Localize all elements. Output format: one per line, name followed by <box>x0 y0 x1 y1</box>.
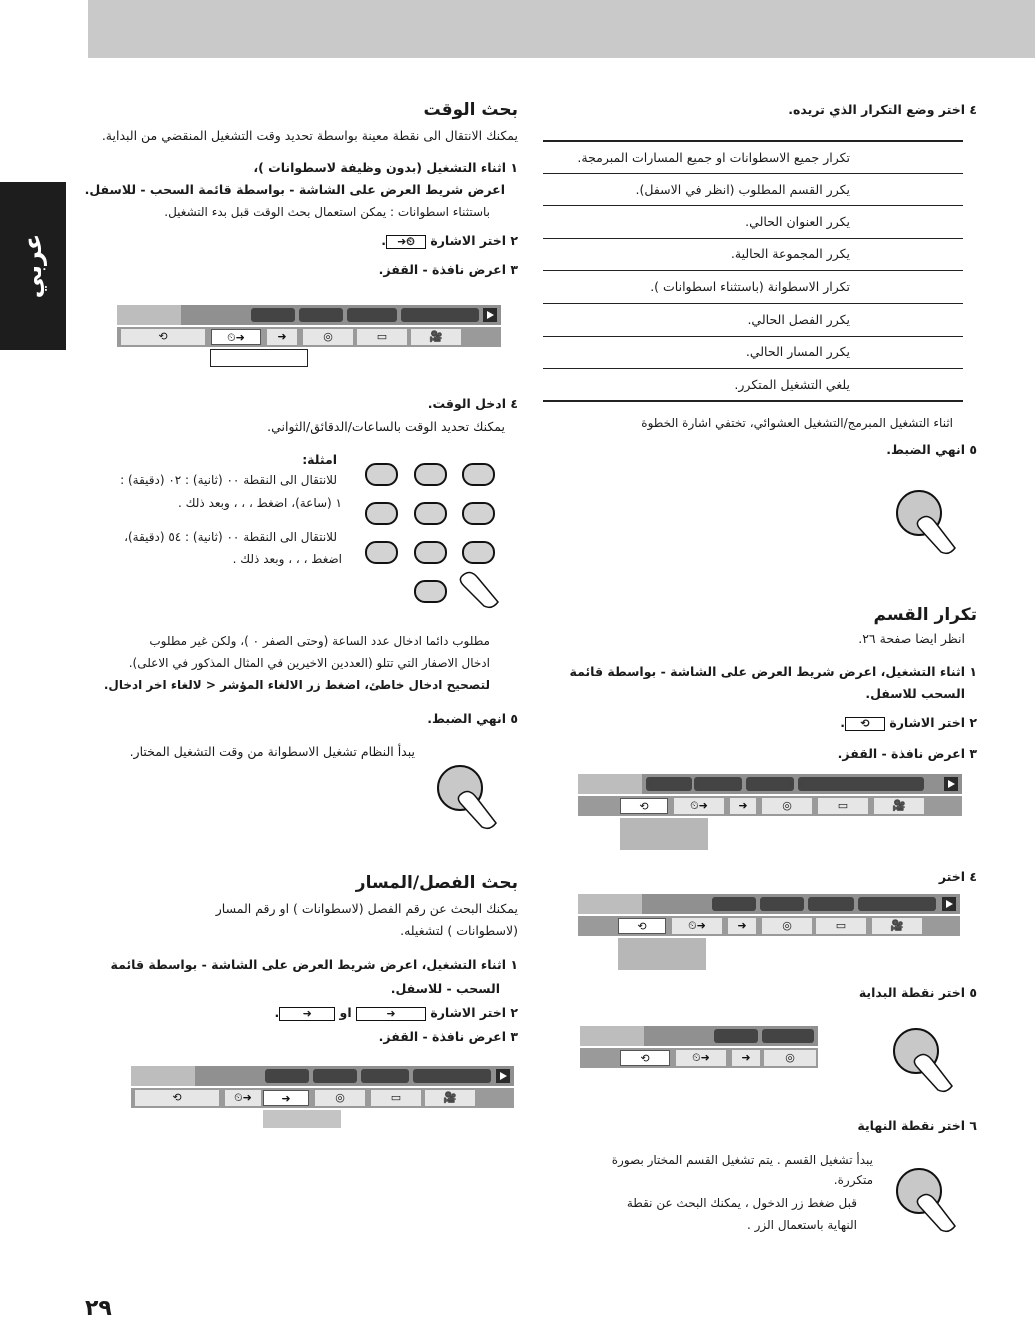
language-side-tab: عربي <box>0 182 66 350</box>
time-step-5: ٥ انهي الضبط. <box>427 711 518 726</box>
correction-note: لتصحيح ادخال خاطئ، اضغط زر الالغاء المؤشر < لالغاء اخر ادخال. <box>103 678 490 692</box>
time-step-2: ٢ اختر الاشارة ⏲➜. <box>381 233 518 248</box>
see-page-note: انظر ايضا صفحة ٢٦. <box>858 631 965 646</box>
chapter-icon: ➜ <box>732 1050 760 1066</box>
ab-step-2: ٢ اختر الاشارة ⟲. <box>840 715 977 730</box>
play-icon <box>942 897 956 911</box>
osd-bar-repeat-ab <box>578 894 960 970</box>
example-2b: اضغط ، ، ، وبعد ذلك . <box>232 552 342 566</box>
table-row: يكرر القسم المطلوب (انظر في الاسفل). <box>635 182 850 197</box>
repeat-icon: ⟲ <box>618 918 666 934</box>
keypad-button <box>462 541 495 564</box>
angle-icon: 🎥 <box>872 918 922 934</box>
ab-step-3: ٣ اعرض نافذة - القفز. <box>837 746 977 761</box>
hour-note-1: مطلوب دائما ادخال عدد الساعة (وحتى الصفر ٠ )، ولكن غير مطلوب <box>149 634 490 648</box>
ab-footnote-1b: متكررة. <box>833 1173 873 1187</box>
keypad-button <box>414 541 447 564</box>
repeat-dropdown <box>618 938 706 970</box>
repeat-step-4: ٤ اختر وضع التكرار الذي تريده. <box>788 102 977 117</box>
ab-footnote-2b: النهاية باستعمال الزر . <box>746 1218 857 1232</box>
table-row: يكرر المسار الحالي. <box>745 344 850 359</box>
repeat-icon: ⟲ <box>620 1050 670 1066</box>
section-title-time-search: بحث الوقت <box>423 100 518 120</box>
chapter-dropdown <box>263 1110 341 1128</box>
subtitle-icon: ▭ <box>357 329 407 345</box>
pointing-hand-icon <box>456 787 506 833</box>
play-icon <box>483 308 497 322</box>
table-row: يكرر المجموعة الحالية. <box>730 246 850 261</box>
osd-bar-chapter <box>131 1066 514 1128</box>
example-1: للانتقال الى النقطة ٠٠ (ثانية) : ٠٢ (دقيقة) : <box>120 473 337 487</box>
chapter-search-intro-2: (لاسطوانات ) لتشغيله. <box>400 923 518 938</box>
header-band <box>88 0 1035 58</box>
repeat-dropdown <box>620 818 708 850</box>
time-step-5-desc: يبدأ النظام تشغيل الاسطوانة من وقت التشغيل المختار. <box>129 744 415 759</box>
pointing-hand-icon <box>912 1050 962 1096</box>
time-entry-box <box>210 349 308 367</box>
repeat-step-5: ٥ انهي الضبط. <box>886 442 977 457</box>
keypad-button <box>365 502 398 525</box>
example-1b: ١ (ساعة)، اضغط ، ، ، وبعد ذلك . <box>178 496 342 510</box>
angle-icon: 🎥 <box>874 798 924 814</box>
audio-icon: ◎ <box>762 798 812 814</box>
ab-footnote-2: قبل ضغط زر الدخول ، يمكنك البحث عن نقطة <box>626 1196 857 1210</box>
play-icon <box>944 777 958 791</box>
table-row: يكرر العنوان الحالي. <box>745 214 850 229</box>
time-key-icon: ⏲➜ <box>386 235 426 249</box>
time-icon: ⏲➜ <box>225 1090 261 1106</box>
audio-icon: ◎ <box>303 329 353 345</box>
time-step-1-note: باستثناء اسطوانات : يمكن استعمال بحث الوقت قبل بدء التشغيل. <box>164 205 490 219</box>
track-key-icon: ➜ <box>279 1007 335 1021</box>
angle-icon: 🎥 <box>411 329 461 345</box>
chapter-search-intro: يمكنك البحث عن رقم الفصل (لاسطوانات ) او رقم المسار <box>215 901 518 916</box>
hour-note-2: ادخال الاصفار التي تتلو (العددين الاخيرين في المثال المذكور في الاعلى). <box>128 656 490 670</box>
table-row: تكرار جميع الاسطوانات او جميع المسارات المبرمجة. <box>577 150 850 165</box>
example-2: للانتقال الى النقطة ٠٠ (ثانية) : ٥٤ (دقيقة)، <box>124 530 337 544</box>
osd-bar-time <box>117 305 501 367</box>
keypad-button <box>414 463 447 486</box>
keypad-button <box>414 502 447 525</box>
chapter-icon: ➜ <box>263 1090 309 1106</box>
ab-step-5: ٥ اختر نقطة البداية <box>858 985 977 1000</box>
ab-step-1: ١ اثناء التشغيل، اعرض شريط العرض على الشاشة - بواسطة قائمة <box>569 664 977 679</box>
audio-icon: ◎ <box>764 1050 816 1066</box>
subtitle-icon: ▭ <box>371 1090 421 1106</box>
keypad-button <box>462 463 495 486</box>
repeat-key-icon: ⟲ <box>845 717 885 731</box>
page-number: ٢٩ <box>85 1296 112 1318</box>
time-icon: ⏲➜ <box>676 1050 726 1066</box>
chapter-icon: ➜ <box>728 918 756 934</box>
chapter-icon: ➜ <box>730 798 756 814</box>
repeat-icon: ⟲ <box>620 798 668 814</box>
time-icon: ⏲➜ <box>211 329 261 345</box>
chapter-step-1: ١ اثناء التشغيل، اعرض شريط العرض على الشاشة - بواسطة قائمة <box>110 957 518 972</box>
ab-step-6: ٦ اختر نقطة النهاية <box>857 1118 977 1133</box>
time-step-4-desc: يمكنك تحديد الوقت بالساعات/الدقائق/الثواني. <box>267 419 505 434</box>
subtitle-icon: ▭ <box>816 918 866 934</box>
time-step-1: ١ اثناء التشغيل (بدون وظيفة لاسطوانات )، <box>253 160 518 175</box>
keypad-button <box>414 580 447 603</box>
ab-step-1b: السحب للاسفل. <box>865 686 965 701</box>
ab-step-4: ٤ اختر <box>938 869 977 884</box>
time-icon: ⏲➜ <box>674 798 724 814</box>
table-row: يكرر الفصل الحالي. <box>747 312 850 327</box>
chapter-icon: ➜ <box>267 329 297 345</box>
keypad-button <box>462 502 495 525</box>
repeat-icon: ⟲ <box>121 329 205 345</box>
time-search-intro: يمكنك الانتقال الى نقطة معينة بواسطة تحديد وقت التشغيل المنقضي من البداية. <box>101 128 518 143</box>
play-icon <box>496 1069 510 1083</box>
time-icon: ⏲➜ <box>672 918 722 934</box>
chapter-step-1b: السحب - للاسفل. <box>390 981 500 996</box>
section-title-repeat-ab: تكرار القسم <box>873 605 977 625</box>
time-step-4: ٤ ادخل الوقت. <box>427 396 518 411</box>
chapter-step-2: ٢ اختر الاشارة ➜ او ➜. <box>274 1005 518 1020</box>
audio-icon: ◎ <box>762 918 812 934</box>
repeat-icon: ⟲ <box>135 1090 219 1106</box>
ab-footnote-1: يبدأ تشغيل القسم . يتم تشغيل القسم المختار بصورة <box>611 1153 873 1167</box>
osd-bar-repeat <box>578 774 962 850</box>
chapter-step-3: ٣ اعرض نافذة - القفز. <box>378 1029 518 1044</box>
keypad-button <box>365 463 398 486</box>
table-row: يلغي التشغيل المتكرر. <box>734 377 850 392</box>
osd-bar-start-point <box>580 1026 818 1070</box>
section-title-chapter-search: بحث الفصل/المسار <box>355 873 518 893</box>
examples-label: امثلة: <box>302 452 337 467</box>
time-step-1b: اعرض شريط العرض على الشاشة - بواسطة قائمة السحب - للاسفل. <box>84 182 505 197</box>
pointing-hand-icon <box>458 568 506 612</box>
angle-icon: 🎥 <box>425 1090 475 1106</box>
keypad-button <box>365 541 398 564</box>
pointing-hand-icon <box>915 512 965 558</box>
pointing-hand-icon <box>915 1190 965 1236</box>
subtitle-icon: ▭ <box>818 798 868 814</box>
program-note: اثناء التشغيل المبرمج/التشغيل العشوائي، تختفي اشارة الخطوة <box>641 416 953 430</box>
audio-icon: ◎ <box>315 1090 365 1106</box>
time-step-3: ٣ اعرض نافذة - القفز. <box>378 262 518 277</box>
table-rule <box>543 140 963 142</box>
chapter-key-icon: ➜ <box>356 1007 426 1021</box>
table-row: تكرار الاسطوانة (باستثناء اسطوانات ). <box>650 279 850 294</box>
